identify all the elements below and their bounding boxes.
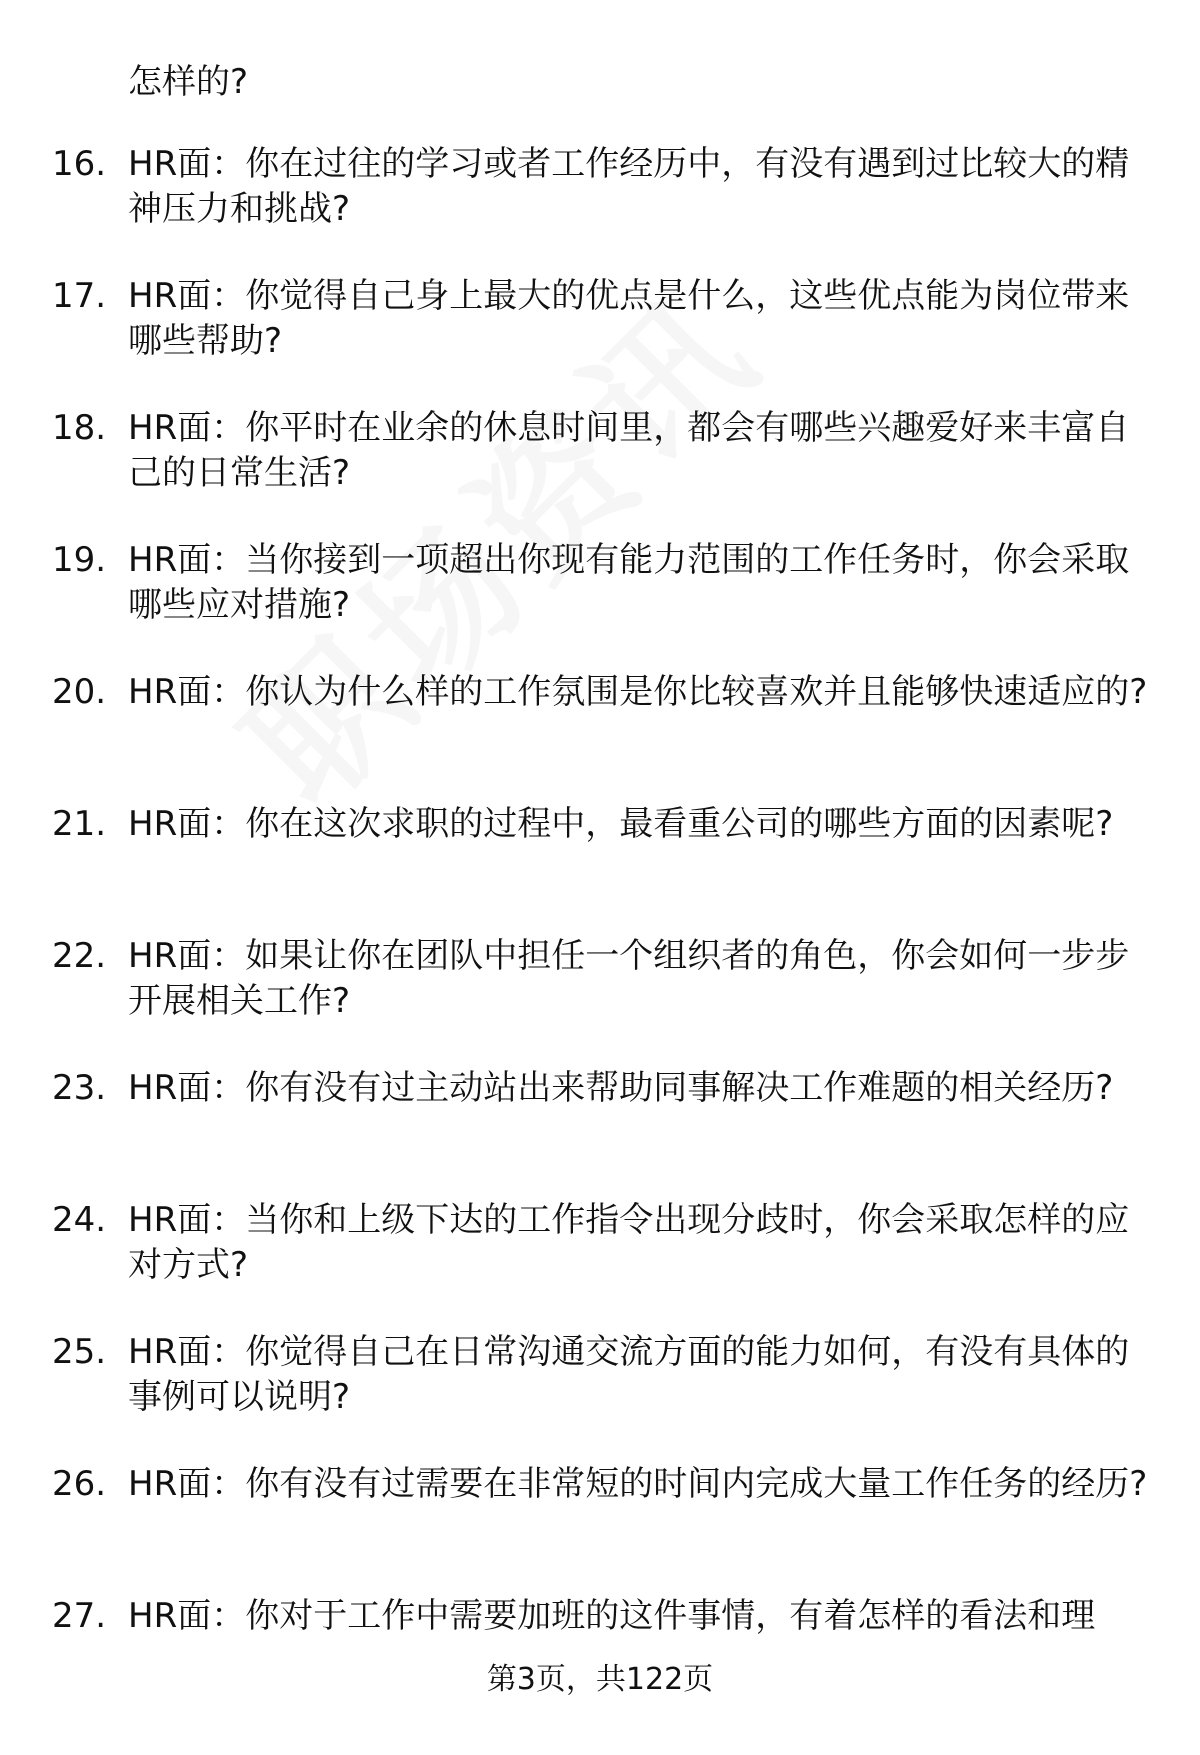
question-text: HR面：你对于工作中需要加班的这件事情，有着怎样的看法和理 [128,1596,1096,1636]
question-text: HR面：你有没有过主动站出来帮助同事解决工作难题的相关经历? [128,1068,1114,1108]
question-text: HR面：你有没有过需要在非常短的时间内完成大量工作任务的经历? [128,1464,1148,1504]
question-item [0,406,1200,538]
question-number: 19. [52,540,107,580]
question-number: 17. [52,276,107,316]
question-text: HR面：你在过往的学习或者工作经历中，有没有遇到过比较大的精神压力和挑战? [128,144,1130,229]
question-text: HR面：你觉得自己身上最大的优点是什么，这些优点能为岗位带来哪些帮助? [128,276,1130,361]
question-number: 26. [52,1464,107,1504]
question-text: HR面：当你接到一项超出你现有能力范围的工作任务时，你会采取哪些应对措施? [128,540,1130,625]
question-list [0,142,1200,1726]
continuation-text: 怎样的? [128,62,249,102]
question-text: HR面：你认为什么样的工作氛围是你比较喜欢并且能够快速适应的? [128,672,1148,712]
question-item [0,934,1200,1066]
question-number: 18. [52,408,107,448]
question-item [0,538,1200,670]
question-text: HR面：你平时在业余的休息时间里，都会有哪些兴趣爱好来丰富自己的日常生活? [128,408,1130,493]
question-number: 21. [52,804,107,844]
question-item [0,1330,1200,1462]
question-number: 25. [52,1332,107,1372]
question-text: HR面：你觉得自己在日常沟通交流方面的能力如何，有没有具体的事例可以说明? [128,1332,1130,1417]
question-item [0,274,1200,406]
question-text: HR面：你在这次求职的过程中，最看重公司的哪些方面的因素呢? [128,804,1114,844]
question-number: 27. [52,1596,107,1636]
question-text: HR面：当你和上级下达的工作指令出现分歧时，你会采取怎样的应对方式? [128,1200,1130,1285]
question-number: 16. [52,144,107,184]
question-number: 24. [52,1200,107,1240]
question-number: 23. [52,1068,107,1108]
question-number: 20. [52,672,107,712]
question-item [0,1462,1200,1594]
question-item [0,1066,1200,1198]
question-item [0,670,1200,802]
question-text: HR面：如果让你在团队中担任一个组织者的角色，你会如何一步步开展相关工作? [128,936,1130,1021]
question-item [0,1198,1200,1330]
page-footer: 第3页，共122页 [486,1662,714,1697]
question-item [0,802,1200,934]
question-item [0,142,1200,274]
question-number: 22. [52,936,107,976]
